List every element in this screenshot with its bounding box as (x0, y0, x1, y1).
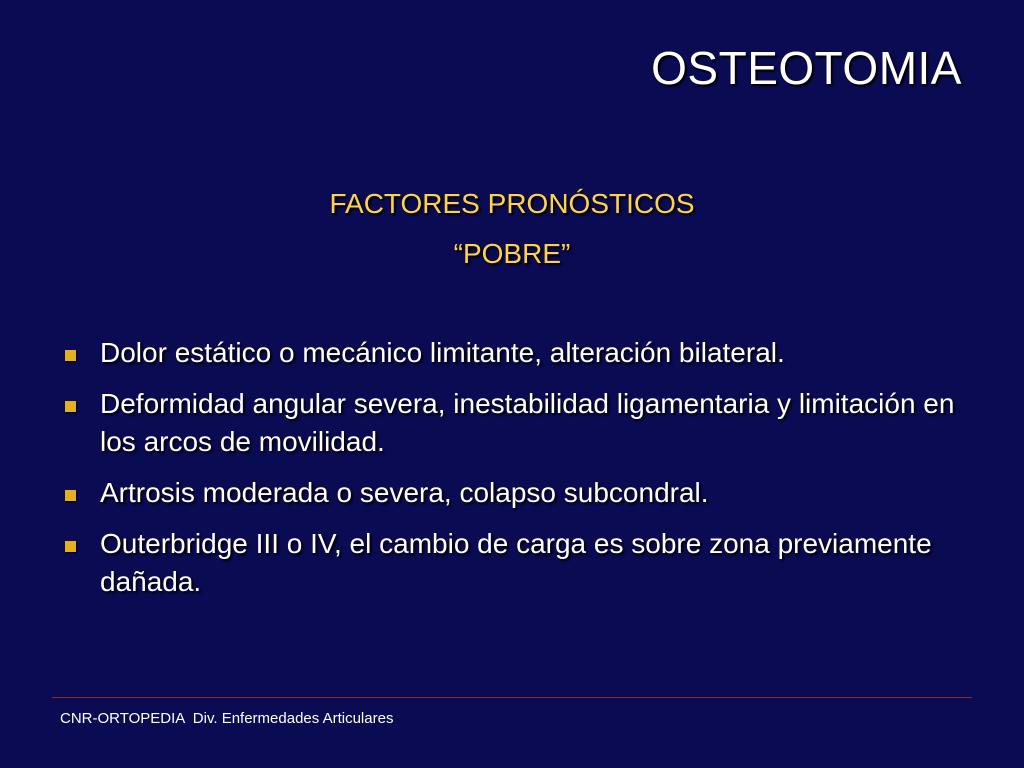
subtitle-pobre: “POBRE” (453, 238, 571, 269)
square-bullet-icon (65, 350, 76, 361)
bullet-text: Dolor estático o mecánico limitante, alteración bilateral. (100, 337, 785, 368)
subtitle-factores: FACTORES PRONÓSTICOS (329, 188, 695, 219)
bullet-text: Deformidad angular severa, inestabilidad ligamentaria y limitación en los arcos de movilidad. (100, 388, 955, 457)
bullet-item (60, 525, 960, 601)
bullet-text: Outerbridge III o IV, el cambio de carga es sobre zona previamente dañada. (100, 528, 932, 597)
bullet-item (60, 474, 960, 512)
bullet-list (60, 334, 960, 614)
square-bullet-icon (65, 541, 76, 552)
square-bullet-icon (65, 490, 76, 501)
square-bullet-icon (65, 401, 76, 412)
footer-text: CNR-ORTOPEDIA Div. Enfermedades Articulares (60, 710, 394, 727)
bullet-item (60, 385, 960, 461)
bullet-text: Artrosis moderada o severa, colapso subcondral. (100, 477, 709, 508)
slide-title: OSTEOTOMIA (651, 42, 962, 94)
bullet-item (60, 334, 960, 372)
footer-divider (52, 697, 972, 698)
